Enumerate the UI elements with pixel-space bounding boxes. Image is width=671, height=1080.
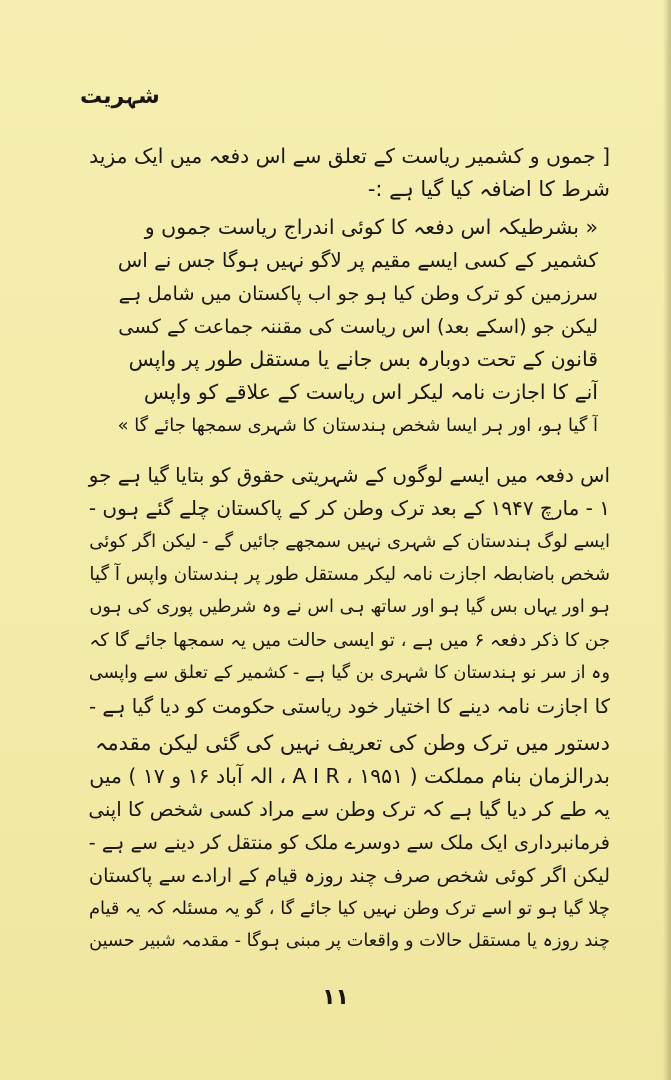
text-line: چند روزہ یا مستقل حالات و واقعات پر مبنی ہوگا - مقدمہ شبیر حسین [89,931,610,951]
text-line: « بشرطیکہ اس دفعہ کا کوئی اندراج ریاست جموں و [144,215,598,239]
page-edge-shadow [663,0,671,1080]
text-line: لیکن جو (اسکے بعد) اس ریاست کی مقننہ جماعت کے کسی [118,315,598,338]
text-line: فرمانبرداری ایک ملک سے دوسرے ملک کو منتقل کر دینے سے ہے - [88,831,610,854]
paragraph-kashmir-intro [78,140,610,206]
text-line: چلا گیا ہو تو اسے ترک وطن نہیں کیا جائے گا ، گو یہ مسئلہ کہ یہ قیام [88,898,610,919]
text-line: کا اجازت نامہ دینے کا اختیار خود ریاستی حکومت کو دیا گیا ہے - [88,695,610,718]
text-line: دستور میں ترک وطن کی تعریف نہیں کی گئی لیکن مقدمہ [95,731,610,755]
text-line: سرزمین کو ترک وطن کیا ہو جو اب پاکستان میں شامل ہے [118,282,598,305]
text-line: شخص باضابطہ اجازت نامہ لیکر مستقل طور پر ہندستان واپس آ گیا [89,564,610,585]
text-line: اس دفعہ میں ایسے لوگوں کے شہریتی حقوق کو بتایا گیا ہے جو [88,464,610,487]
text-line: ۱ - مارچ ۱۹۴۷ کے بعد ترک وطن کر کے پاکستان چلے گئے ہوں - [88,496,610,520]
text-line: ایسے لوگ ہندستان کے شہری نہیں سمجھے جائیں گے - لیکن اگر کوئی [89,531,610,552]
text-line: بدرالزمان بنام مملکت ( A I R ، ۱۹۵۱ ، الہ آباد ۱۶ و ۱۷ ) میں [89,764,610,788]
paragraph-citizenship-rights [78,459,610,723]
text-line: شرط کا اضافہ کیا گیا ہے :- [367,177,610,201]
text-line: جن کا ذکر دفعہ ۶ میں ہے ، تو ایسی حالت میں یہ سمجھا جائے گا کہ [89,630,610,651]
running-header: شہریت [80,84,160,109]
text-line: وہ از سر نو ہندستان کا شہری بن گیا ہے - کشمیر کے تعلق سے واپسی [88,663,610,683]
text-line: ہو اور یہاں بس گیا ہو اور ساتھ ہی اس نے وہ شرطیں پوری کی ہوں [89,597,610,617]
quoted-proviso [108,211,598,442]
text-line: آنے کا اجازت نامہ لیکر اس ریاست کے علاقے کو واپس [143,380,598,404]
paragraph-emigration-definition [78,727,610,958]
text-line: کشمیر کے کسی ایسے مقیم پر لاگو نہیں ہوگا جس نے اس [117,248,598,272]
page-number: ۱۱ [322,985,349,1010]
text-line: لیکن اگر کوئی شخص صرف چند روزہ قیام کے ارادے سے پاکستان [88,864,610,887]
text-line: یہ طے کر دیا گیا ہے کہ ترک وطن سے مراد کسی شخص کا اپنی [88,798,610,821]
text-line: [ جموں و کشمیر ریاست کے تعلق سے اس دفعہ میں ایک مزید [89,144,610,168]
text-line: آ گیا ہو، اور ہر ایسا شخص ہندستان کا شہری سمجھا جائے گا » [117,415,598,436]
text-line: قانون کے تحت دوبارہ بس جانے یا مستقل طور پر واپس [128,347,598,371]
